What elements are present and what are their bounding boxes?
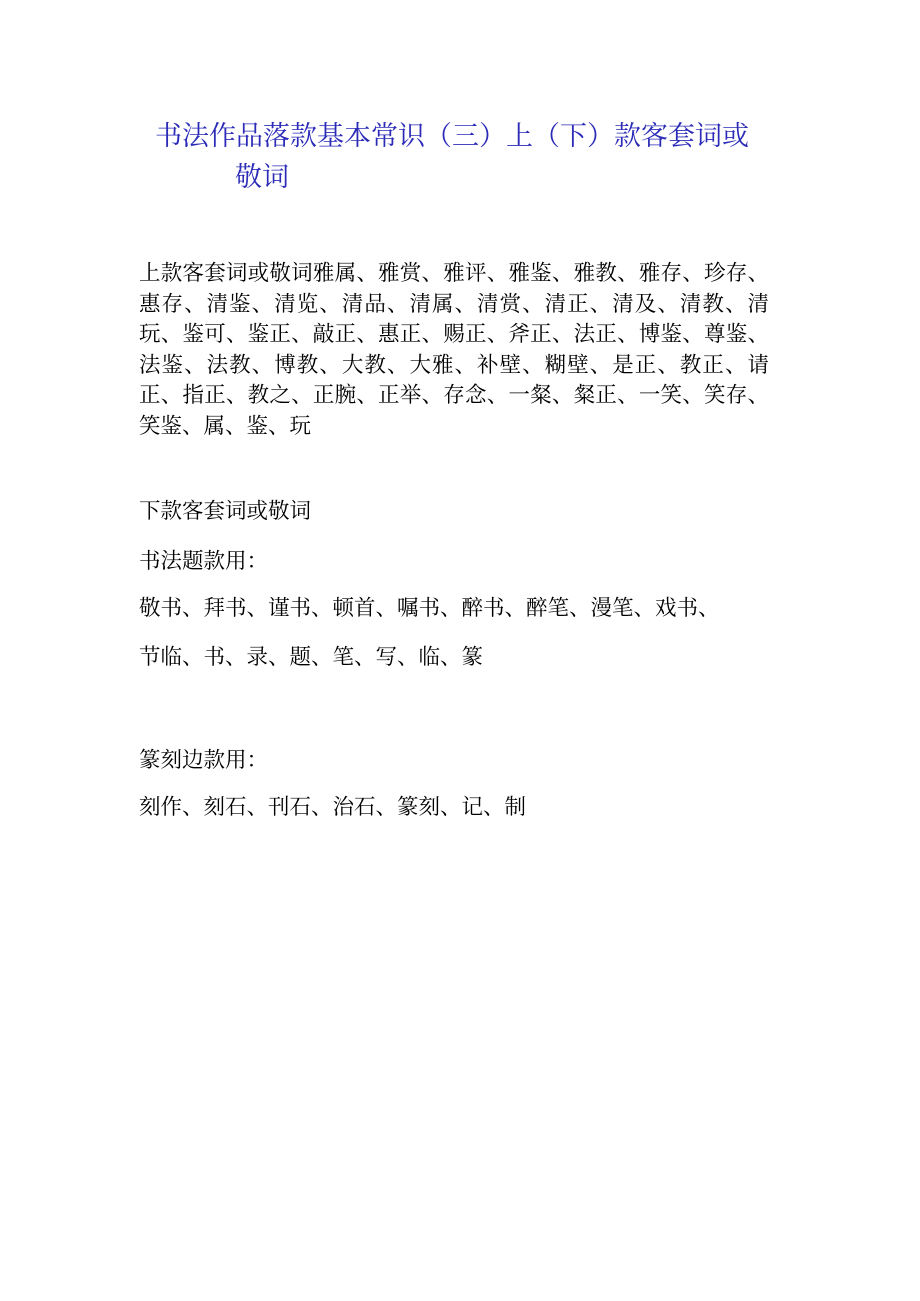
seal-carving-heading: 篆刻边款用： xyxy=(139,748,269,773)
calligraphy-terms-line-1: 敬书、拜书、谨书、顿首、嘱书、醉书、醉笔、漫笔、戏书、 xyxy=(139,596,720,621)
calligraphy-heading: 书法题款用： xyxy=(139,549,269,574)
document-title xyxy=(155,116,775,198)
calligraphy-terms-line-2: 节临、书、录、题、笔、写、临、篆 xyxy=(139,645,484,670)
seal-carving-terms: 刻作、刻石、刊石、治石、篆刻、记、制 xyxy=(139,795,527,820)
upper-inscription-paragraph: 上款客套词或敬词雅属、雅赏、雅评、雅鉴、雅教、雅存、珍存、惠存、清鉴、清览、清品、清属、清赏、清正、清及、清教、清玩、鉴可、鉴正、敲正、惠正、赐正、斧正、法正、博鉴、尊鉴、法鉴、法教、博教、大教、大雅、补壁、糊壁、是正、教正、请正、指正、教之、正腕、正举、存念、一粲、粲正、一笑、笑存、笑鉴、属、鉴、玩 xyxy=(139,261,769,439)
title-line-2: 敬词 xyxy=(235,162,289,193)
title-line-1: 书法作品落款基本常识（三）上（下）款客套词或 xyxy=(155,121,749,152)
lower-inscription-heading: 下款客套词或敬词 xyxy=(139,499,312,524)
